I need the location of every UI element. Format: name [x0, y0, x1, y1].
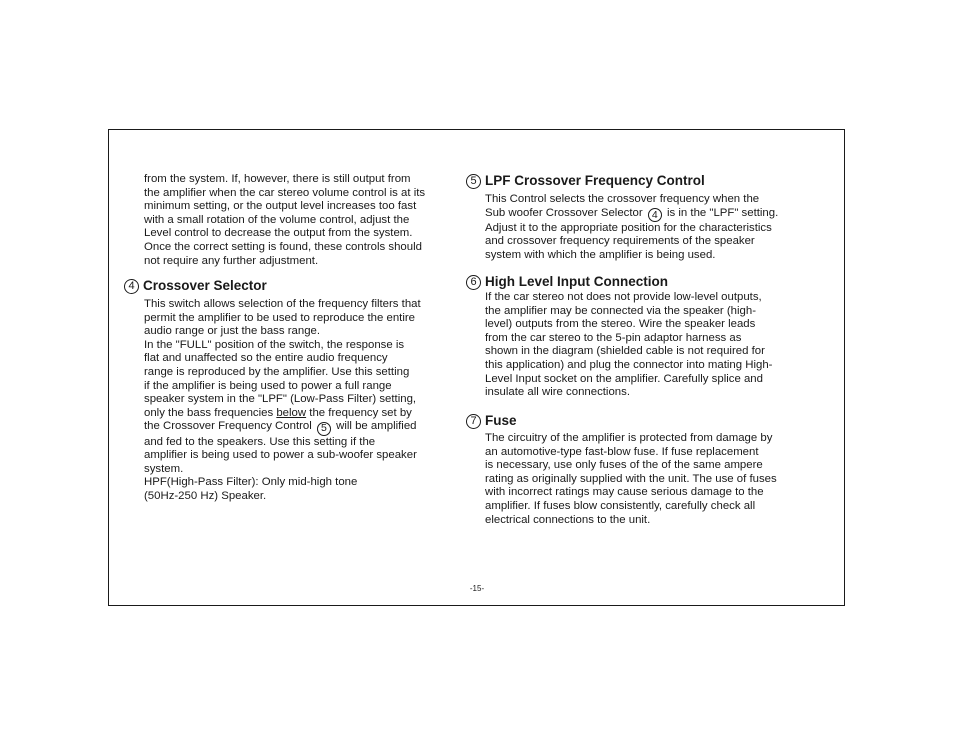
text-fragment: is in the "LPF" setting.	[663, 206, 779, 219]
crossover-selector-body	[144, 298, 458, 504]
text-line: If the car stereo not does not provide low-level outputs,	[485, 291, 762, 303]
text-line	[485, 207, 815, 222]
text-line: an automotive-type fast-blow fuse. If fuse replacement	[485, 445, 759, 458]
fuse-heading	[466, 413, 517, 429]
text-line: minimum setting, or the output level increases too fast	[144, 200, 417, 213]
crossover-selector-heading	[124, 278, 267, 294]
section-title: LPF Crossover Frequency Control	[485, 173, 705, 188]
text-line: flat and unaffected so the entire audio frequency	[144, 352, 388, 365]
inline-number-badge: 5	[317, 422, 331, 436]
text-line: Once the correct setting is found, these controls should	[144, 240, 422, 253]
text-line: Level control to decrease the output from the system.	[144, 227, 413, 240]
text-line: not require any further adjustment.	[144, 254, 319, 267]
text-line: This Control selects the crossover frequency when the	[485, 193, 760, 205]
text-line: permit the amplifier to be used to reproduce the entire	[144, 311, 415, 324]
inline-number-badge: 4	[648, 208, 662, 222]
high-level-input-heading	[466, 274, 668, 290]
text-line: from the system. If, however, there is still output from	[144, 173, 411, 185]
text-line: with a small rotation of the volume control, adjust the	[144, 213, 410, 226]
text-fragment: the Crossover Frequency Control	[144, 420, 315, 433]
section-title: Crossover Selector	[143, 278, 267, 293]
text-line: system with which the amplifier is being used.	[485, 249, 716, 262]
text-line: HPF(High-Pass Filter): Only mid-high tone	[144, 476, 358, 489]
text-line	[144, 420, 458, 435]
text-line: system.	[144, 462, 184, 475]
fuse-body	[485, 432, 815, 527]
section-number-badge: 4	[124, 279, 139, 294]
text-line: (50Hz-250 Hz) Speaker.	[144, 489, 267, 502]
text-line: This switch allows selection of the frequency filters that	[144, 298, 421, 310]
text-line: rating as originally supplied with the unit. The use of fuses	[485, 472, 777, 485]
text-line: speaker system in the "LPF" (Low-Pass Filter) setting,	[144, 393, 417, 406]
section-number-badge: 7	[466, 414, 481, 429]
section-title: High Level Input Connection	[485, 274, 668, 289]
lpf-control-heading	[466, 173, 705, 189]
text-line: Level Input socket on the amplifier. Carefully splice and	[485, 372, 763, 385]
text-line: the amplifier may be connected via the speaker (high-	[485, 304, 756, 317]
text-fragment: only the bass frequencies	[144, 406, 277, 419]
text-line	[144, 407, 458, 421]
text-line: The circuitry of the amplifier is protected from damage by	[485, 432, 773, 444]
lpf-control-body	[485, 193, 815, 263]
section-number-badge: 6	[466, 275, 481, 290]
underlined-word: below	[276, 406, 307, 419]
section-title: Fuse	[485, 413, 517, 428]
intro-paragraph	[144, 173, 458, 268]
text-line: the amplifier when the car stereo volume control is at its	[144, 186, 426, 199]
section-number-badge: 5	[466, 174, 481, 189]
page-number: -15-	[469, 584, 485, 593]
high-level-input-body	[485, 291, 815, 400]
text-line: with incorrect ratings may cause serious damage to the	[485, 486, 764, 499]
text-line: from the car stereo to the 5-pin adaptor harness as	[485, 331, 742, 344]
text-fragment: the frequency set by	[306, 406, 412, 419]
text-line: audio range or just the bass range.	[144, 325, 321, 338]
text-line: electrical connections to the unit.	[485, 513, 651, 526]
text-line: In the "FULL" position of the switch, the response is	[144, 338, 405, 351]
text-line: Adjust it to the appropriate position for the characteristics	[485, 221, 772, 234]
text-line: amplifier is being used to power a sub-woofer speaker	[144, 449, 417, 462]
text-line: range is reproduced by the amplifier. Use this setting	[144, 365, 410, 378]
text-line: and crossover frequency requirements of the speaker	[485, 235, 755, 248]
text-line: if the amplifier is being used to power a full range	[144, 379, 392, 392]
text-fragment: Sub woofer Crossover Selector	[485, 206, 646, 219]
text-line: insulate all wire connections.	[485, 386, 630, 399]
text-line: amplifier. If fuses blow consistently, carefully check all	[485, 499, 756, 512]
text-fragment: will be amplified	[332, 420, 417, 433]
text-line: this application) and plug the connector into mating High-	[485, 358, 773, 371]
text-line: is necessary, use only fuses of the of the same ampere	[485, 459, 763, 472]
text-line: and fed to the speakers. Use this setting if the	[144, 435, 376, 448]
text-line: shown in the diagram (shielded cable is not required for	[485, 345, 765, 358]
text-line: level) outputs from the stereo. Wire the speaker leads	[485, 318, 756, 331]
